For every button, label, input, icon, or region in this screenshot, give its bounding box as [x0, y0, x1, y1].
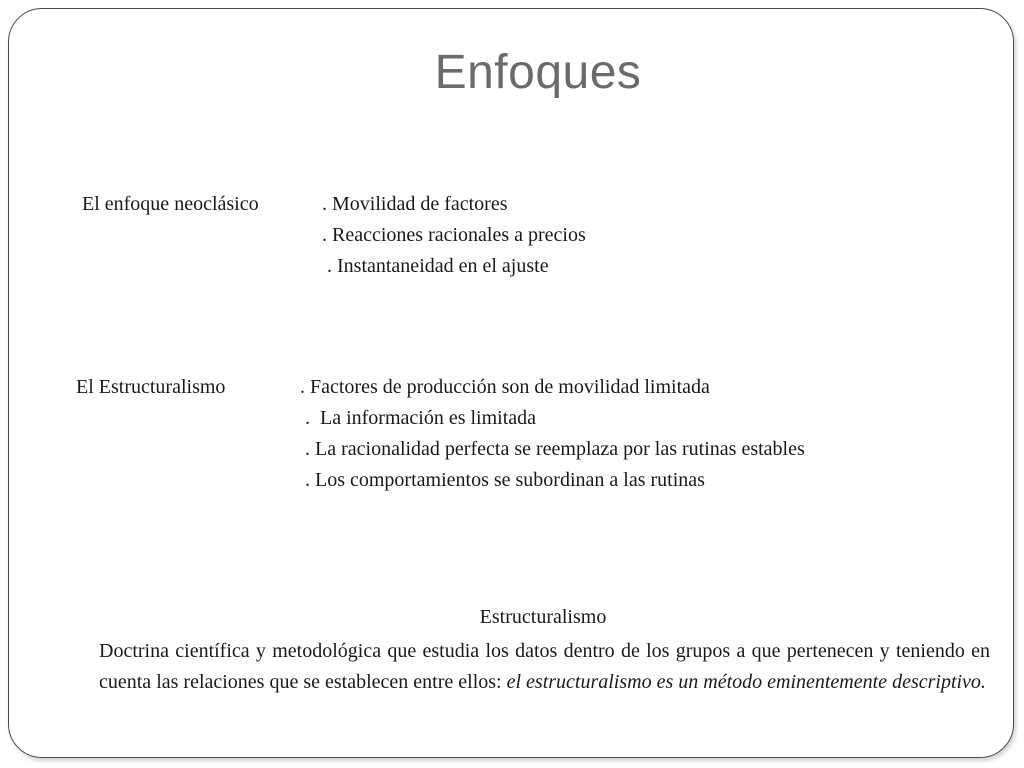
section-points-estructuralismo	[300, 372, 805, 496]
point-item: . La racionalidad perfecta se reemplaza por las rutinas estables	[300, 438, 805, 460]
section-term-neoclasico: El enfoque neoclásico	[82, 193, 259, 215]
point-item: . Movilidad de factores	[322, 193, 508, 215]
point-item: . Reacciones racionales a precios	[322, 224, 586, 246]
point-item: . La información es limitada	[300, 407, 537, 429]
point-item: . Factores de producción son de movilidad limitada	[300, 376, 710, 398]
section-points-neoclasico	[322, 189, 586, 282]
definition-body: Doctrina científica y metodológica que estudia los datos dentro de los grupos a que pertenecen y teniendo en cuenta las relaciones que se establecen entre ellos:	[99, 640, 990, 693]
definition-paragraph	[99, 636, 990, 698]
definition-heading: Estructuralismo	[479, 606, 607, 628]
section-term-estructuralismo: El Estructuralismo	[76, 376, 226, 398]
point-item: . Los comportamientos se subordinan a las rutinas	[300, 469, 705, 491]
definition-example: el estructuralismo es un método eminentemente descriptivo.	[506, 671, 986, 693]
slide-title: Enfoques	[434, 46, 642, 99]
point-item: . Instantaneidad en el ajuste	[322, 255, 549, 277]
